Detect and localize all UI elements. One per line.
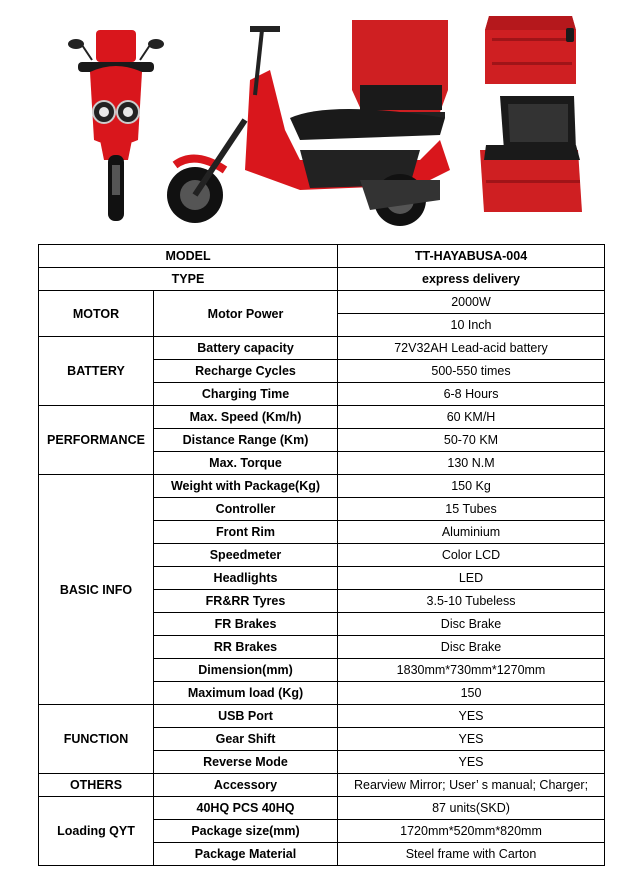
spec-value: YES: [338, 705, 605, 728]
spec-value: Aluminium: [338, 521, 605, 544]
type-row: [39, 268, 605, 291]
spec-label: USB Port: [154, 705, 338, 728]
spec-label: Package Material: [154, 843, 338, 866]
model-row: [39, 245, 605, 268]
table-row: [39, 774, 605, 797]
table-row: [39, 406, 605, 429]
type-value: express delivery: [338, 268, 605, 291]
group-function: FUNCTION: [39, 705, 154, 774]
table-row: [39, 337, 605, 360]
spec-value: Steel frame with Carton: [338, 843, 605, 866]
table-row: [39, 291, 605, 314]
delivery-box-open-photo: [480, 96, 582, 212]
spec-label: Recharge Cycles: [154, 360, 338, 383]
spec-value: 2000W: [338, 291, 605, 314]
spec-label: Package size(mm): [154, 820, 338, 843]
spec-label: FR&RR Tyres: [154, 590, 338, 613]
spec-value: Disc Brake: [338, 636, 605, 659]
spec-value: YES: [338, 728, 605, 751]
group-performance: PERFORMANCE: [39, 406, 154, 475]
spec-label: Reverse Mode: [154, 751, 338, 774]
spec-value: 60 KM/H: [338, 406, 605, 429]
spec-value: 3.5-10 Tubeless: [338, 590, 605, 613]
spec-value: LED: [338, 567, 605, 590]
group-motor: MOTOR: [39, 291, 154, 337]
spec-value: 130 N.M: [338, 452, 605, 475]
spec-label: Charging Time: [154, 383, 338, 406]
spec-label: Max. Speed (Km/h): [154, 406, 338, 429]
group-others: OTHERS: [39, 774, 154, 797]
spec-value: Color LCD: [338, 544, 605, 567]
spec-value: 1720mm*520mm*820mm: [338, 820, 605, 843]
spec-value: 87 units(SKD): [338, 797, 605, 820]
spec-label: Speedmeter: [154, 544, 338, 567]
spec-label: Distance Range (Km): [154, 429, 338, 452]
spec-label: Motor Power: [154, 291, 338, 337]
spec-value: 72V32AH Lead-acid battery: [338, 337, 605, 360]
spec-value: Disc Brake: [338, 613, 605, 636]
spec-label: Controller: [154, 498, 338, 521]
spec-label: Gear Shift: [154, 728, 338, 751]
group-battery: BATTERY: [39, 337, 154, 406]
scooter-front-photo: [0, 0, 617, 240]
table-row: [39, 475, 605, 498]
spec-label: Dimension(mm): [154, 659, 338, 682]
model-label: MODEL: [39, 245, 338, 268]
type-label: TYPE: [39, 268, 338, 291]
delivery-box-closed-photo: [485, 16, 576, 84]
spec-label: RR Brakes: [154, 636, 338, 659]
spec-value: 1830mm*730mm*1270mm: [338, 659, 605, 682]
table-row: [39, 705, 605, 728]
group-loading: Loading QYT: [39, 797, 154, 866]
spec-value: 10 Inch: [338, 314, 605, 337]
product-photos: [0, 0, 617, 240]
spec-value: 15 Tubes: [338, 498, 605, 521]
spec-label: Headlights: [154, 567, 338, 590]
spec-value: 6-8 Hours: [338, 383, 605, 406]
spec-value: 50-70 KM: [338, 429, 605, 452]
specification-table: [38, 244, 605, 866]
group-basic-info: BASIC INFO: [39, 475, 154, 705]
table-row: [39, 797, 605, 820]
spec-label: FR Brakes: [154, 613, 338, 636]
spec-value: YES: [338, 751, 605, 774]
spec-label: Accessory: [154, 774, 338, 797]
spec-value: 150: [338, 682, 605, 705]
scooter-side-photo: [167, 20, 450, 226]
spec-label: 40HQ PCS 40HQ: [154, 797, 338, 820]
spec-value: 500-550 times: [338, 360, 605, 383]
spec-label: Max. Torque: [154, 452, 338, 475]
spec-label: Battery capacity: [154, 337, 338, 360]
model-value: TT-HAYABUSA-004: [338, 245, 605, 268]
spec-value: Rearview Mirror; User’ s manual; Charger;: [338, 774, 605, 797]
spec-label: Front Rim: [154, 521, 338, 544]
spec-label: Maximum load (Kg): [154, 682, 338, 705]
spec-value: 150 Kg: [338, 475, 605, 498]
spec-label: Weight with Package(Kg): [154, 475, 338, 498]
